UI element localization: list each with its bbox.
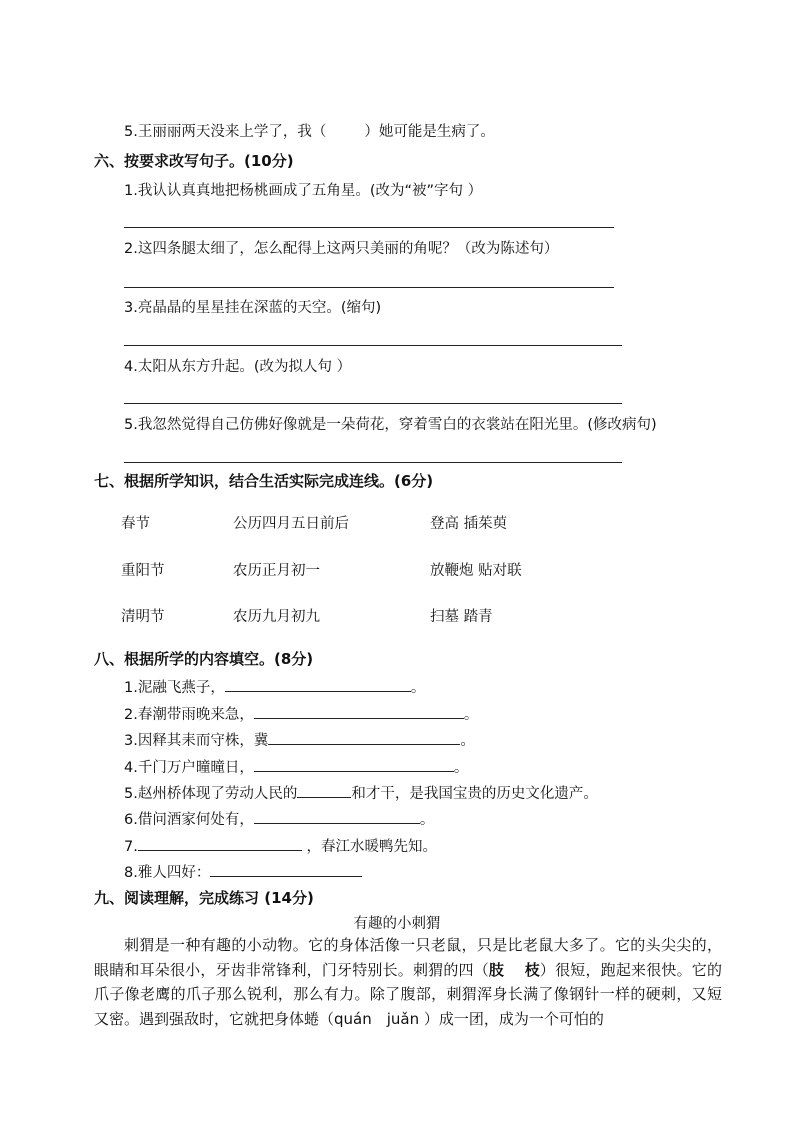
fill-blank[interactable] xyxy=(254,756,454,772)
s8-item-1: 1.泥融飞燕子， 。 xyxy=(124,676,425,698)
festival-custom[interactable]: 扫墓 踏青 xyxy=(430,609,493,625)
fill-blank[interactable] xyxy=(268,729,460,745)
festival-name[interactable]: 重阳节 xyxy=(121,563,165,579)
answer-line[interactable] xyxy=(124,287,614,288)
s8-item-6: 6.借问酒家何处有， 。 xyxy=(124,808,434,830)
fill-blank[interactable] xyxy=(297,782,351,798)
festival-date[interactable]: 公历四月五日前后 xyxy=(233,516,349,532)
s6-item-3: 3.亮晶晶的星星挂在深蓝的天空。(缩句) xyxy=(124,300,382,316)
fill-blank[interactable] xyxy=(138,835,302,851)
s8-item-2: 2.春潮带雨晚来急， 。 xyxy=(124,703,478,725)
passage-title: 有趣的小刺猬 xyxy=(353,916,441,932)
fill-blank[interactable] xyxy=(254,703,464,719)
answer-line[interactable] xyxy=(124,345,622,346)
fill-blank[interactable] xyxy=(210,861,362,877)
s8-item-4: 4.千门万户曈曈日， 。 xyxy=(124,756,468,778)
answer-line[interactable] xyxy=(124,403,622,404)
s6-item-5: 5.我忽然觉得自己仿佛好像就是一朵荷花，穿着雪白的衣裳站在阳光里。(修改病句) xyxy=(124,417,657,433)
question-text: 5.王丽丽两天没来上学了，我（ xyxy=(124,124,327,140)
answer-line[interactable] xyxy=(124,462,622,463)
s6-item-2: 2.这四条腿太细了，怎么配得上这两只美丽的角呢？（改为陈述句） xyxy=(124,241,559,257)
question-text: ）她可能是生病了。 xyxy=(364,124,495,140)
s6-item-1: 1.我认认真真地把杨桃画成了五角星。(改为“被”字句 ） xyxy=(124,183,483,199)
section-8-heading: 八、根据所学的内容填空。(8分) xyxy=(94,650,314,668)
s6-item-4: 4.太阳从东方升起。(改为拟人句 ） xyxy=(124,359,352,375)
festival-name[interactable]: 清明节 xyxy=(121,609,165,625)
word-choice[interactable]: 肢 枝 xyxy=(488,960,540,979)
festival-name[interactable]: 春节 xyxy=(121,516,150,532)
fill-blank[interactable] xyxy=(225,676,411,692)
answer-line[interactable] xyxy=(124,227,614,228)
passage-paragraph: 刺猬是一种有趣的小动物。它的身体活像一只老鼠，只是比老鼠大多了。它的头尖尖的，眼睛和耳朵很小，牙齿非常锋利，门牙特别长。刺猬的四（肢 枝）很短，跑起来很快。它的爪子像老鹰的爪子那么锐利，那么有力。除了腹部，刺猬浑身长满了像钢针一样的硬刺，又短又密。遇到强敌时，它就把身体蜷（quán juǎn ）成一团，成为一个可怕的 xyxy=(94,936,722,1028)
section-6-heading: 六、按要求改写句子。(10分) xyxy=(94,152,294,170)
festival-date[interactable]: 农历九月初九 xyxy=(233,609,320,625)
festival-custom[interactable]: 放鞭炮 贴对联 xyxy=(430,563,522,579)
question-5-tail xyxy=(124,122,495,142)
section-7-heading: 七、根据所学知识，结合生活实际完成连线。(6分) xyxy=(94,472,434,490)
section-9-heading: 九、阅读理解，完成练习 (14分) xyxy=(94,889,314,907)
s8-item-5: 5.赵州桥体现了劳动人民的 和才干，是我国宝贵的历史文化遗产。 xyxy=(124,782,598,804)
s8-item-7: 7. ，春江水暖鸭先知。 xyxy=(124,835,437,857)
festival-custom[interactable]: 登高 插茱萸 xyxy=(430,516,508,532)
festival-date[interactable]: 农历正月初一 xyxy=(233,563,320,579)
fill-blank[interactable] xyxy=(254,808,420,824)
s8-item-3: 3.因释其耒而守株，冀 。 xyxy=(124,729,475,751)
s8-item-8: 8.雅人四好： xyxy=(124,861,362,883)
